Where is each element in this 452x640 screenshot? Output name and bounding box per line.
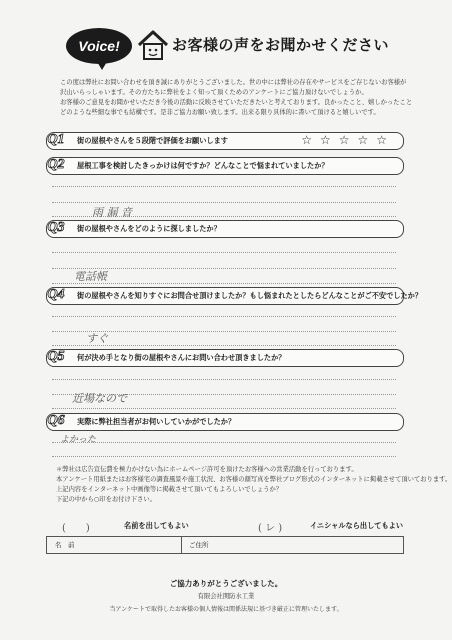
note-line: 下記の中から○印をお付け下さい。 [56,496,156,503]
note-line: 上記内容をインターネット中画像等に掲載させて頂いてもよろしいでしょうか？ [56,486,283,493]
question-6 [46,413,404,431]
intro-line: 沢山いらっしゃいます。その方たちに弊社をよく知って頂くためのアンケートにご協力頂けないでしょうか。 [60,89,368,96]
dotted-line [52,186,396,187]
question-1 [46,132,404,150]
question-text: 屋根工事を検討したきっかけは何ですか？どんなことで悩まれていましたか？ [77,161,329,170]
dotted-line [52,379,396,380]
question-4 [46,287,423,305]
dotted-line [52,456,396,457]
star-rating[interactable]: ☆☆☆☆☆ [301,133,395,147]
question-text: 実際に弊社担当者がお伺いしていかがでしたか？ [77,417,236,426]
question-3 [46,220,404,238]
note-line: 本アンケート用紙またはお客様宅の調査風景や施工状況、お客様の顔写真を弊社ブログ形式のインターネットに掲載させて頂いております。 [56,476,452,483]
intro-line: この度は弊社にお問い合わせを頂き誠にありがとうございました。世の中には弊社の存在やサービスをご存じないお客様が [60,79,407,86]
dotted-line [52,202,396,203]
answer-area-q3[interactable] [52,240,396,284]
header [66,24,390,70]
dotted-line [52,252,396,253]
notes [56,465,452,505]
answer-area-q2[interactable] [52,176,396,218]
question-number: Q1 [47,132,65,147]
dotted-line [52,316,396,317]
voice-badge: Voice! [66,28,132,64]
intro-line: お客様のご意見をお聞かせいただき今後の活動に反映させていただきたいと考えております。良かったこと、嬉しかったこと [60,99,413,106]
answer-area-q4[interactable] [52,306,396,346]
question-text: 街の屋根やさんをどのように探しましたか？ [77,224,221,233]
thanks-text: ご協力ありがとうございました。 [169,579,283,588]
house-icon [136,28,170,62]
answer-area-q6[interactable] [52,432,396,464]
consent-name-checkbox[interactable]: ( ) [62,523,90,534]
privacy-disclaimer: 当アンケートで取得したお客様の個人情報は関係法規に基づき厳正に管理いたします。 [109,606,343,613]
company-name: 有限会社関防水工業 [197,593,255,600]
question-number: Q4 [47,287,65,302]
handwritten-answer: 近場なので [72,392,127,405]
question-text: 街の屋根やさんを５段階で評価をお願いします [77,136,228,145]
dotted-line [52,408,396,409]
handwritten-answer: 電話帳 [74,270,107,283]
name-field-label: 名 前 [55,541,75,549]
address-field-label: ご住所 [189,541,209,549]
question-number: Q5 [47,349,65,364]
intro-text [60,78,413,118]
answer-area-q5[interactable] [52,368,396,410]
consent-initial-checkbox[interactable]: ( レ ) [258,523,283,534]
question-number: Q3 [47,220,65,235]
question-number: Q6 [47,413,65,428]
divider [181,537,182,553]
handwritten-answer: 雨 漏 音 [92,206,132,219]
dotted-line [52,442,396,443]
question-text: 何が決め手となり街の屋根やさんにお問い合わせ頂きましたか？ [77,353,286,362]
handwritten-answer: よかった [60,435,97,445]
consent-initial-label: イニシャルなら出してもよい [310,521,404,530]
consent-name-label: 名前を出してもよい [124,521,189,530]
consent-options [54,521,404,534]
handwritten-answer: すぐ [86,332,108,345]
name-address-row [46,536,404,554]
question-text: 街の屋根やさんを知りすぐにお問合せ頂けましたか？もし悩まれたとしたらどんなことがご不安でしたか？ [77,291,423,300]
question-2 [46,157,404,175]
voice-badge-tail [96,60,108,70]
question-number: Q2 [47,157,65,172]
intro-line: どのような些細な事でも結構です。是非ご協力お願い致します。出来る限り具体的に書いて頂けると嬉しいです。 [60,109,380,116]
note-line: ＊弊社は広告宣伝費を極力かけない為にホームページ許可を頂けたお客様への営業活動を行っております。 [56,466,358,473]
page-title: お客様の声をお聞かせください [172,36,390,54]
question-5 [46,349,404,367]
